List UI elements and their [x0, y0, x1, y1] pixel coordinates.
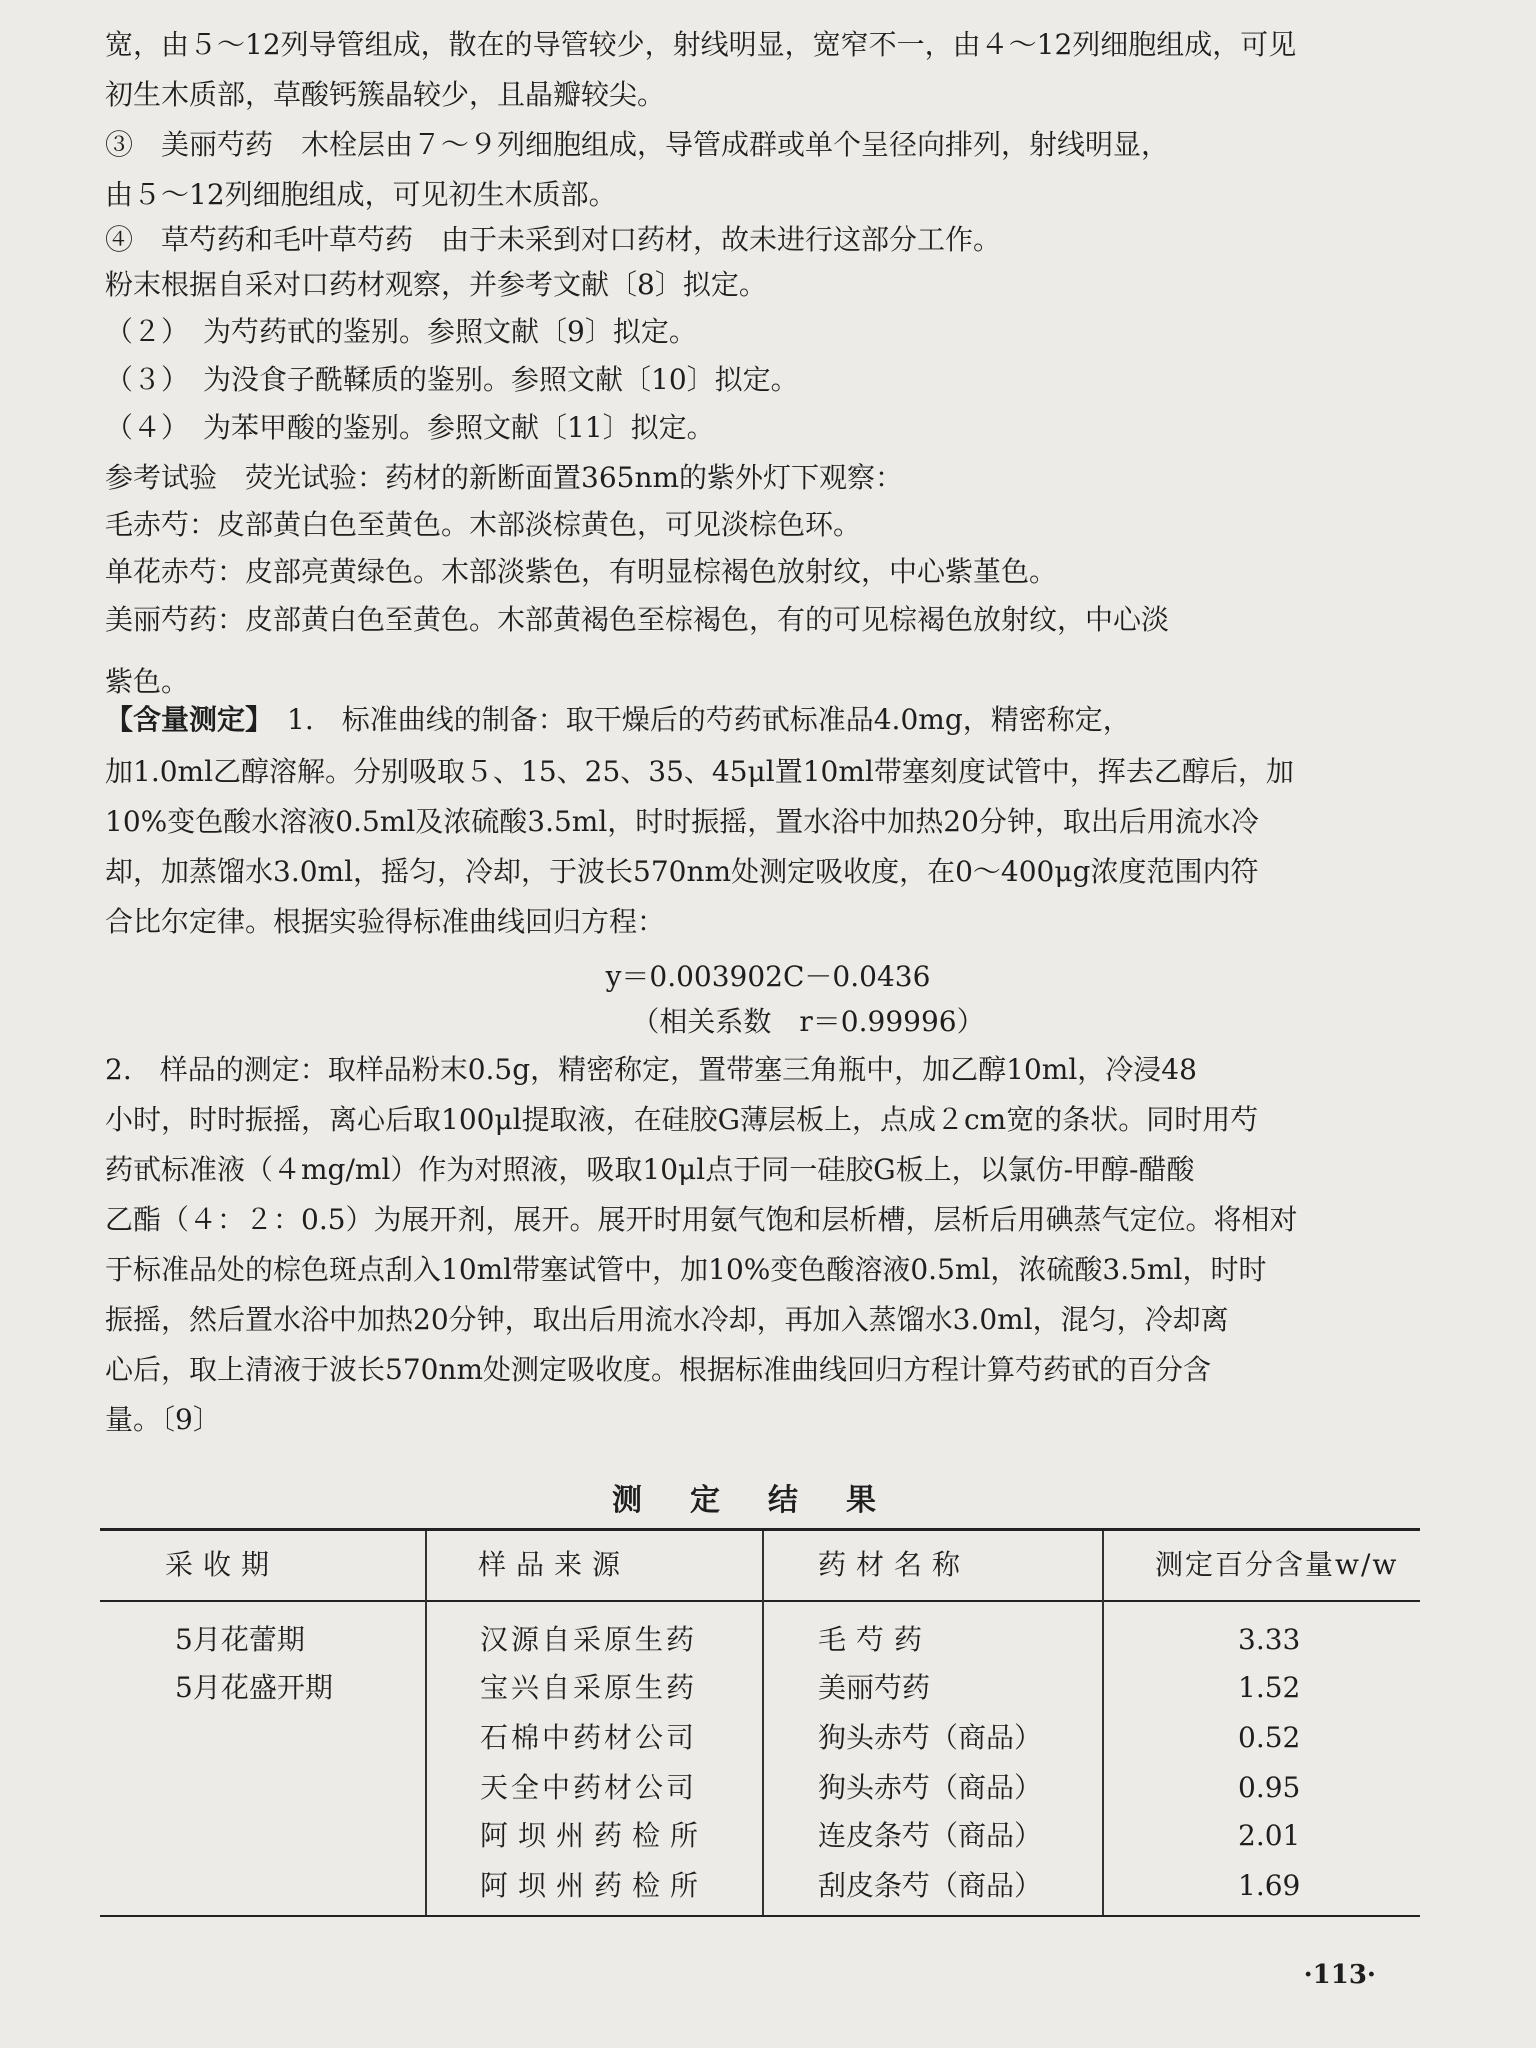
- text-line: 心后，取上清液于波长570nm处测定吸收度。根据标准曲线回归方程计算芍药甙的百分含: [105, 1353, 1212, 1386]
- text-line: 毛赤芍：皮部黄白色至黄色。木部淡棕黄色，可见淡棕色环。: [105, 508, 862, 541]
- cell-percent: 3.33: [1238, 1623, 1301, 1656]
- table-column-divider: [762, 1531, 764, 1915]
- text-line: ④ 草芍药和毛叶草芍药 由于未采到对口药材，故未进行这部分工作。: [105, 223, 1002, 256]
- regression-equation: y＝0.003902C－0.0436: [605, 960, 931, 993]
- cell-herb-name: 美丽芍药: [818, 1671, 931, 1704]
- cell-herb-name: 刮皮条芍（商品）: [818, 1869, 1043, 1902]
- cell-sample-source: 阿坝州药检所: [480, 1819, 709, 1852]
- cell-percent: 1.69: [1238, 1869, 1301, 1902]
- text-line: 由５～12列细胞组成，可见初生木质部。: [105, 178, 617, 211]
- cell-herb-name: 连皮条芍（商品）: [818, 1819, 1043, 1852]
- table-header-rule: [100, 1600, 1420, 1602]
- page-number: ·113·: [1303, 1960, 1376, 1990]
- text-line: （４） 为苯甲酸的鉴别。参照文献〔11〕拟定。: [105, 411, 715, 444]
- text-line: 却，加蒸馏水3.0ml，摇匀，冷却，于波长570nm处测定吸收度，在0～400μg浓度范围内符: [105, 855, 1259, 888]
- cell-percent: 1.52: [1238, 1671, 1301, 1704]
- cell-sample-source: 宝兴自采原生药: [480, 1671, 698, 1704]
- text-line: 紫色。: [105, 665, 190, 698]
- header-percent-content: 测定百分含量w/w: [1155, 1548, 1399, 1581]
- text-line: 加1.0ml乙醇溶解。分别吸取５、15、25、35、45μl置10ml带塞刻度试管中，挥去乙醇后，加: [105, 755, 1294, 788]
- text-line: 合比尔定律。根据实验得标准曲线回归方程：: [105, 905, 666, 938]
- text-line: 振摇，然后置水浴中加热20分钟，取出后用流水冷却，再加入蒸馏水3.0ml，混匀，冷却离: [105, 1303, 1229, 1336]
- cell-sample-source: 阿坝州药检所: [480, 1869, 709, 1902]
- table-bottom-rule: [100, 1915, 1420, 1917]
- content-first-line: [105, 700, 1435, 740]
- cell-herb-name: 狗头赤芍（商品）: [818, 1721, 1043, 1754]
- text-line: （２） 为芍药甙的鉴别。参照文献〔9〕拟定。: [105, 315, 697, 348]
- text-line: 1. 标准曲线的制备：取干燥后的芍药甙标准品4.0mg，精密称定，: [259, 703, 1131, 736]
- text-line: （３） 为没食子酰鞣质的鉴别。参照文献〔10〕拟定。: [105, 363, 799, 396]
- section-heading: 【含量测定】: [105, 703, 260, 736]
- cell-sample-source: 石棉中药材公司: [480, 1721, 698, 1754]
- text-line: 单花赤芍：皮部亮黄绿色。木部淡紫色，有明显棕褐色放射纹，中心紫堇色。: [105, 555, 1058, 588]
- cell-harvest-period: 5月花盛开期: [175, 1671, 333, 1704]
- cell-sample-source: 汉源自采原生药: [480, 1623, 698, 1656]
- table-top-rule: [100, 1528, 1420, 1531]
- table-column-divider: [1102, 1531, 1104, 1915]
- cell-sample-source: 天全中药材公司: [480, 1771, 698, 1804]
- text-line: 药甙标准液（４mg/ml）作为对照液，吸取10μl点于同一硅胶G板上，以氯仿-甲醇-醋酸: [105, 1153, 1195, 1186]
- text-line: 宽，由５～12列导管组成，散在的导管较少，射线明显，宽窄不一，由４～12列细胞组成，可见: [105, 28, 1297, 61]
- text-line: 小时，时时振摇，离心后取100μl提取液，在硅胶G薄层板上，点成２cm宽的条状。同时用芍: [105, 1103, 1259, 1136]
- table-column-divider: [425, 1531, 427, 1915]
- text-line: 初生木质部，草酸钙簇晶较少，且晶瓣较尖。: [105, 78, 666, 111]
- text-line: 参考试验 荧光试验：药材的新断面置365nm的紫外灯下观察：: [105, 461, 904, 494]
- text-line: 10%变色酸水溶液0.5ml及浓硫酸3.5ml，时时振摇，置水浴中加热20分钟，取出后用流水冷: [105, 805, 1259, 838]
- header-harvest-period: 采收期: [165, 1548, 280, 1581]
- table-title: 测定结果: [612, 1483, 924, 1518]
- text-line: 量。〔9〕: [105, 1403, 221, 1436]
- cell-herb-name: 毛芍药: [818, 1623, 933, 1656]
- cell-percent: 0.95: [1238, 1771, 1301, 1804]
- text-line: 于标准品处的棕色斑点刮入10ml带塞试管中，加10%变色酸溶液0.5ml，浓硫酸3.5ml，时时: [105, 1253, 1267, 1286]
- cell-percent: 0.52: [1238, 1721, 1301, 1754]
- header-sample-source: 样品来源: [478, 1548, 631, 1581]
- text-line: 粉末根据自采对口药材观察，并参考文献〔8〕拟定。: [105, 268, 767, 301]
- header-herb-name: 药材名称: [818, 1548, 971, 1581]
- text-line: 美丽芍药：皮部黄白色至黄色。木部黄褐色至棕褐色，有的可见棕褐色放射纹，中心淡: [105, 603, 1170, 636]
- correlation-coefficient: （相关系数 r＝0.99996）: [631, 1005, 985, 1038]
- text-line: 乙酯（４：２：0.5）为展开剂，展开。展开时用氨气饱和层析槽，层析后用碘蒸气定位。将相对: [105, 1203, 1298, 1236]
- text-line: 2. 样品的测定：取样品粉末0.5g，精密称定，置带塞三角瓶中，加乙醇10ml，冷浸48: [105, 1053, 1197, 1086]
- text-line: ③ 美丽芍药 木栓层由７～９列细胞组成，导管成群或单个呈径向排列，射线明显，: [105, 128, 1170, 161]
- cell-percent: 2.01: [1238, 1819, 1301, 1852]
- cell-harvest-period: 5月花蕾期: [175, 1623, 305, 1656]
- cell-herb-name: 狗头赤芍（商品）: [818, 1771, 1043, 1804]
